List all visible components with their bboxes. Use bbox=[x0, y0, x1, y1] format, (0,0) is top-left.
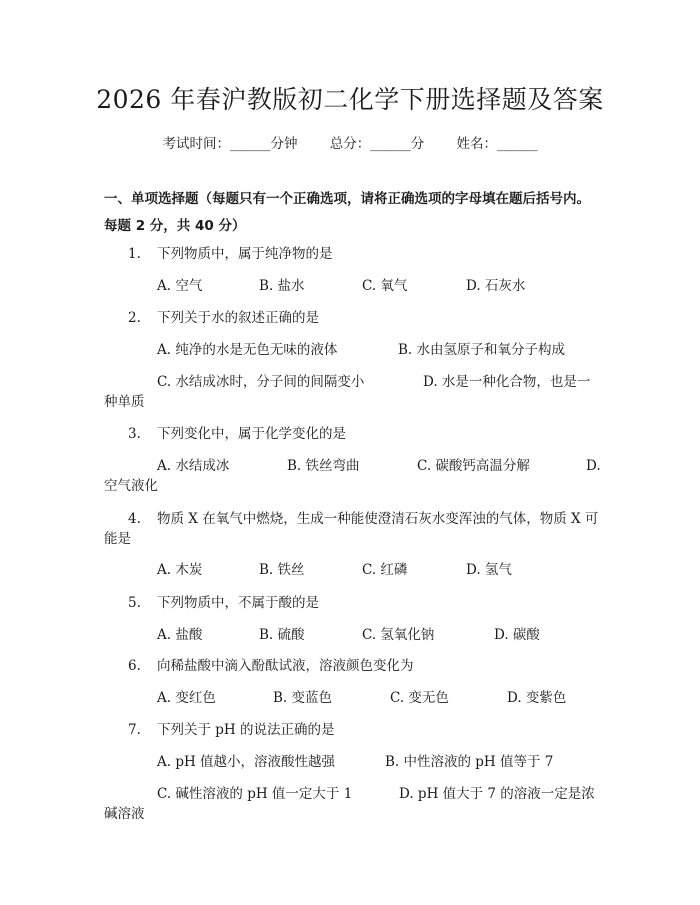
option-c[interactable]: C. 红磷 bbox=[362, 562, 408, 578]
page-title: 2026 年春沪教版初二化学下册选择题及答案 bbox=[96, 85, 604, 114]
question-text-continued: 能是 bbox=[104, 531, 131, 547]
question-text: 下列关于水的叙述正确的是 bbox=[157, 310, 319, 326]
option-b[interactable]: B. 硫酸 bbox=[259, 627, 305, 643]
question-text: 下列物质中，不属于酸的是 bbox=[157, 595, 319, 611]
exam-time-field: 考试时间：______分钟 bbox=[162, 136, 298, 152]
question-number: 6. bbox=[128, 658, 141, 674]
option-d-continued: 种单质 bbox=[104, 394, 145, 410]
question-number: 4. bbox=[128, 511, 141, 527]
question-text: 下列变化中，属于化学变化的是 bbox=[157, 426, 346, 442]
option-d-continued: 空气液化 bbox=[104, 478, 158, 494]
option-a[interactable]: A. 木炭 bbox=[157, 562, 203, 578]
question-text: 物质 X 在氧气中燃烧，生成一种能使澄清石灰水变浑浊的气体，物质 X 可 bbox=[157, 511, 599, 527]
option-a[interactable]: A. 水结成冰 bbox=[157, 458, 230, 474]
option-c[interactable]: C. 碱性溶液的 pH 值一定大于 1 bbox=[157, 786, 353, 802]
question-text: 向稀盐酸中滴入酚酞试液，溶液颜色变化为 bbox=[157, 658, 414, 674]
option-a[interactable]: A. 变红色 bbox=[157, 690, 216, 706]
option-b[interactable]: B. 水由氢原子和氧分子构成 bbox=[398, 342, 566, 358]
question-number: 5. bbox=[128, 595, 141, 611]
option-b[interactable]: B. 盐水 bbox=[259, 278, 305, 294]
option-a[interactable]: A. pH 值越小，溶液酸性越强 bbox=[157, 754, 336, 770]
option-a[interactable]: A. 空气 bbox=[157, 278, 203, 294]
option-d[interactable]: D. 变紫色 bbox=[507, 690, 567, 706]
option-d-continued: 碱溶液 bbox=[104, 806, 145, 822]
option-d[interactable]: D. 水是一种化合物，也是一 bbox=[423, 374, 591, 390]
option-d[interactable]: D. 碳酸 bbox=[494, 627, 540, 643]
exam-info bbox=[0, 132, 700, 152]
option-a[interactable]: A. 纯净的水是无色无味的液体 bbox=[157, 342, 338, 358]
question-text: 下列关于 pH 的说法正确的是 bbox=[157, 722, 335, 738]
question-text: 下列物质中，属于纯净物的是 bbox=[157, 246, 333, 262]
option-c[interactable]: C. 氢氧化钠 bbox=[362, 627, 435, 643]
question-number: 1. bbox=[128, 246, 141, 262]
question-number: 7. bbox=[128, 722, 141, 738]
option-c[interactable]: C. 水结成冰时，分子间的间隔变小 bbox=[157, 374, 365, 390]
option-c[interactable]: C. 氧气 bbox=[362, 278, 408, 294]
option-b[interactable]: B. 中性溶液的 pH 值等于 7 bbox=[385, 754, 554, 770]
total-score-field: 总分：______分 bbox=[329, 136, 425, 152]
option-b[interactable]: B. 铁丝 bbox=[259, 562, 305, 578]
option-d[interactable]: D. pH 值大于 7 的溶液一定是浓 bbox=[399, 786, 595, 802]
option-b[interactable]: B. 变蓝色 bbox=[273, 690, 333, 706]
option-d[interactable]: D. 氢气 bbox=[466, 562, 512, 578]
option-d[interactable]: D. bbox=[586, 458, 601, 474]
option-d[interactable]: D. 石灰水 bbox=[466, 278, 526, 294]
section-heading: 一、单项选择题（每题只有一个正确选项，请将正确选项的字母填在题后括号内。每题 2 分，共 40 分） bbox=[104, 191, 590, 234]
student-name-field: 姓名：______ bbox=[456, 136, 538, 152]
question-number: 2. bbox=[128, 310, 141, 326]
question-number: 3. bbox=[128, 426, 141, 442]
option-c[interactable]: C. 变无色 bbox=[390, 690, 449, 706]
option-b[interactable]: B. 铁丝弯曲 bbox=[287, 458, 360, 474]
option-a[interactable]: A. 盐酸 bbox=[157, 627, 203, 643]
option-c[interactable]: C. 碳酸钙高温分解 bbox=[417, 458, 530, 474]
